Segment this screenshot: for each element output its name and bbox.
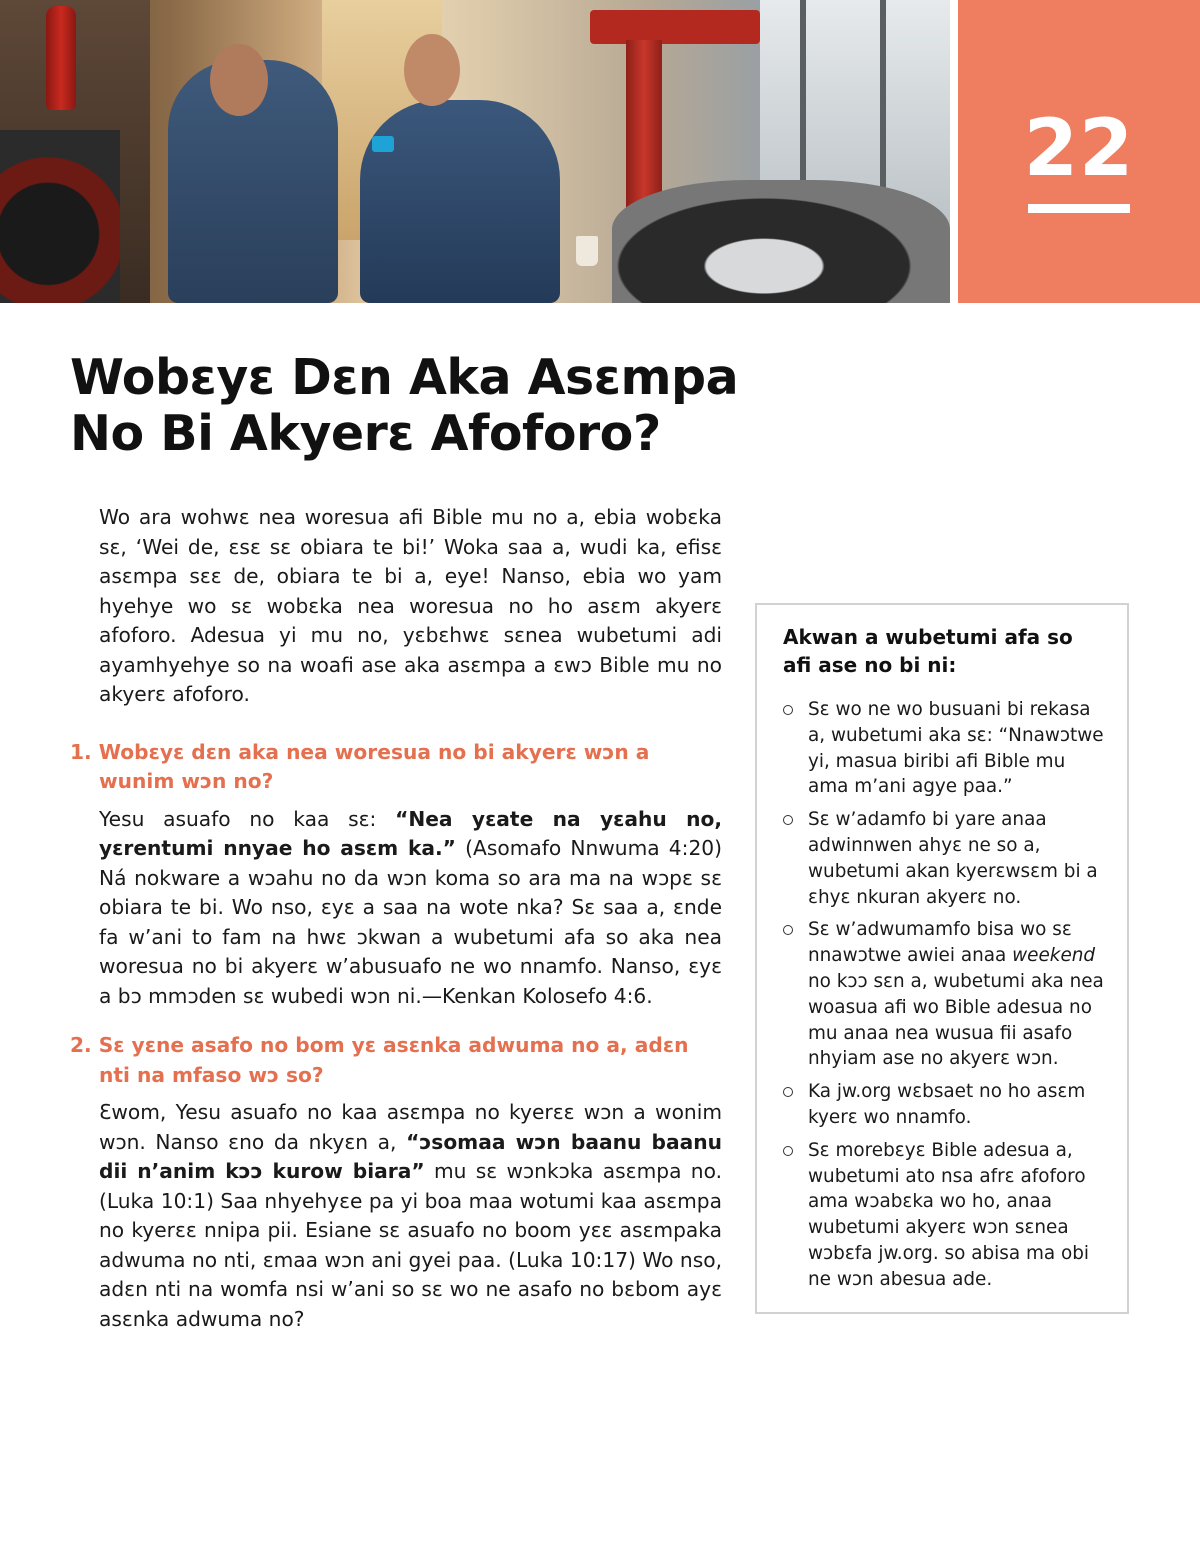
title-line-1: Wobɛyɛ Dɛn Aka Asɛmpa bbox=[70, 349, 739, 406]
list-item bbox=[783, 1079, 1111, 1131]
list-item-text: Sɛ wo ne wo busuani bi rekasa a, wubetumi aka sɛ: “Nnawɔtwe yi, masua biribi afi Bible mu ama m’ani agye paa.” bbox=[808, 699, 1104, 798]
answer-paragraph-1 bbox=[99, 805, 722, 1012]
question-1-text: Wobɛyɛ dɛn aka nea woresua no bi akyerɛ wɔn a wunim wɔn no? bbox=[98, 739, 650, 793]
page-title bbox=[70, 350, 770, 462]
question-1 bbox=[70, 738, 722, 797]
answer-2-text-start: Ɛwom, Yesu asuafo no kaa asɛmpa no kyerɛɛ wɔn a wonim wɔn. Nanso ɛno da nkyɛn a, bbox=[99, 1100, 722, 1154]
list-item bbox=[783, 807, 1111, 910]
list-item-text: Sɛ w’adamfo bi yare anaa adwinnwen ahyɛ ne so a, wubetumi akan kyerɛwsɛm bi a ɛhyɛ nkuran akyerɛ no. bbox=[808, 809, 1098, 908]
intro-paragraph: Wo ara wohwɛ nea woresua afi Bible mu no a, ebia wobɛka sɛ, ‘Wei de, ɛsɛ sɛ obiara te bi!’ Woka saa a, wudi ka, efisɛ asɛmpa sɛɛ de, obiara te bi a, eye! Nanso, ebia wo yam hyehye wo sɛ wobɛka nea woresua no ho asɛm akyerɛ afoforo. Adesua yi mu no, yɛbɛhwɛ sɛnea wubetumi adi ayamhyehye so na woafi ase aka asɛmpa a ɛwɔ Bible mu no akyerɛ afoforo. bbox=[99, 505, 722, 706]
answer-1-text-end: (Asomafo Nnwuma 4:20) Ná nokware a wɔahu no da wɔn koma so ara ma na wɔpɛ sɛ obiara te bi. Wo nso, ɛyɛ a saa na wote nka? Sɛ saa a, ɛnde fa w’ani to fam na hwɛ ɔkwan a wubetumi afa so aka nea woresua no bi akyerɛ w’abusuafo ne wo nnamfo. Nanso, ɛyɛ a bɔ mmɔden sɛ wubedi wɔn ni.—Kenkan Kolosefo 4:6. bbox=[99, 836, 723, 1008]
question-2-text: Sɛ yɛne asafo no bom yɛ asɛnka adwuma no a, adɛn nti na mfaso wɔ so? bbox=[98, 1033, 689, 1087]
answer-2-text-end: mu sɛ wɔnkɔka asɛmpa no. (Luka 10:1) Saa nhyehyɛe pa yi boa maa wotumi kaa asɛmpa no kyerɛɛ nnipa pii. Esiane sɛ asuafo no boom yɛɛ asɛmpaka adwuma no nti, ɛmaa wɔn ani gyei paa. (Luka 10:17) Wo nso, adɛn nti na womfa nsi w’ani so sɛ wo ne asafo no bɛbom ayɛ asɛnka adwuma no? bbox=[99, 1159, 722, 1331]
circle-bullet-icon bbox=[783, 1087, 793, 1097]
list-item-italic: weekend bbox=[1012, 945, 1096, 967]
tips-heading: Akwan a wubetumi afa so afi ase no bi ni: bbox=[783, 625, 1073, 677]
circle-bullet-icon bbox=[783, 925, 793, 935]
list-item-text: Ka jw.org wɛbsaet no ho asɛm kyerɛ wo nnamfo. bbox=[808, 1081, 1086, 1128]
chapter-badge bbox=[958, 0, 1200, 303]
question-1-number: 1. bbox=[70, 739, 92, 764]
list-item-text: Sɛ morebɛyɛ Bible adesua a, wubetumi ato nsa afrɛ afoforo ama wɔabɛka wo ho, anaa wubetumi akyerɛ wɔn sɛnea wɔbɛfa jw.org. so abisa ma obi ne wɔn abesua ade. bbox=[808, 1139, 1090, 1290]
answer-paragraph-2 bbox=[99, 1098, 722, 1334]
list-item-text-end: no kɔɔ sɛn a, wubetumi aka nea woasua afi wo Bible adesua no mu anaa nea wusua fii asafo nhyiam ase no akyerɛ wɔn. bbox=[808, 970, 1104, 1070]
question-2-number: 2. bbox=[70, 1033, 92, 1057]
answer-1-quote: “Nea yɛate na yɛahu no, yɛrentumi nnyae ho asɛm ka.” bbox=[99, 806, 723, 860]
main-column bbox=[70, 503, 722, 1334]
list-item-text-start: Sɛ w’adwumamfo bisa wo sɛ nnawɔtwe awiei anaa bbox=[808, 919, 1072, 967]
title-line-2: No Bi Akyerɛ Afoforo? bbox=[70, 405, 661, 462]
circle-bullet-icon bbox=[783, 815, 793, 825]
list-item bbox=[783, 1138, 1111, 1293]
chapter-number: 22 bbox=[1023, 104, 1135, 194]
answer-1-text-start: Yesu asuafo no kaa sɛ: bbox=[99, 806, 396, 831]
circle-bullet-icon bbox=[783, 705, 793, 715]
chapter-rule bbox=[1028, 204, 1130, 213]
list-item bbox=[783, 917, 1111, 1072]
circle-bullet-icon bbox=[783, 1146, 793, 1156]
question-2 bbox=[70, 1031, 722, 1090]
answer-2-quote: “ɔsomaa wɔn baanu baanu dii n’anim kɔɔ kurow biara” bbox=[99, 1129, 722, 1183]
tips-list bbox=[783, 697, 1111, 1293]
tips-box bbox=[755, 603, 1129, 1314]
header-photo bbox=[0, 0, 950, 303]
list-item bbox=[783, 697, 1111, 800]
